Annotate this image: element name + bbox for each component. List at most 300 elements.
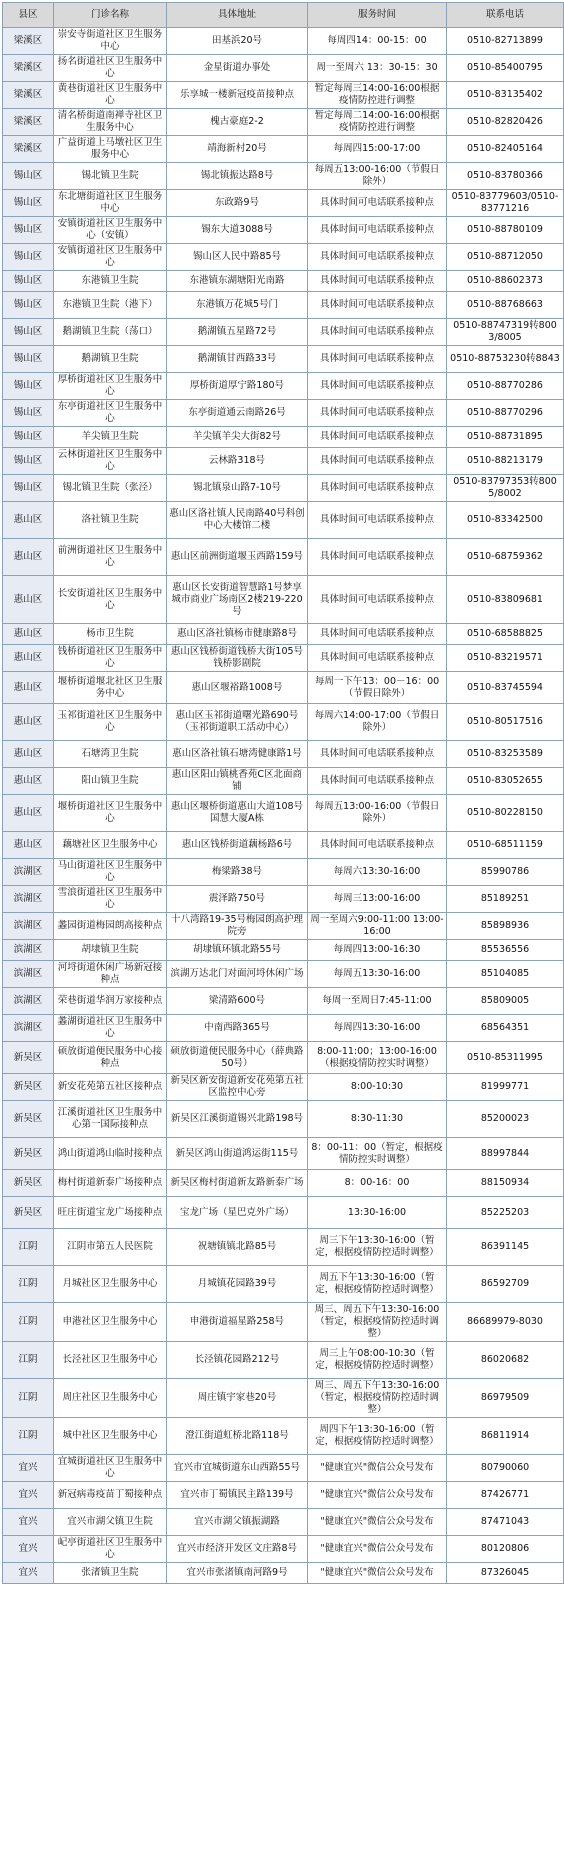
table-header — [3, 3, 564, 28]
cell-service-time: 13:30-16:00 — [308, 1197, 447, 1229]
table-row — [3, 1303, 564, 1342]
cell-clinic-name: 堰桥街道社区卫生服务中心 — [54, 795, 167, 832]
cell-clinic-name: 阳山镇卫生院 — [54, 768, 167, 795]
cell-clinic-name: 蠡园街道梅园朗高接种点 — [54, 913, 167, 940]
cell-district: 惠山区 — [3, 539, 54, 576]
cell-district: 锡山区 — [3, 475, 54, 502]
cell-phone: 0510-80228150 — [447, 795, 564, 832]
cell-clinic-name: 屺亭街道社区卫生服务中心 — [54, 1536, 167, 1563]
table-row — [3, 109, 564, 136]
cell-service-time: 周三、周五下午13:30-16:00（暂定，根据疫情防控适时调整） — [308, 1303, 447, 1342]
cell-service-time: 具体时间可电话联系接种点 — [308, 475, 447, 502]
cell-address: 惠山区洛社镇杨市健康路8号 — [167, 624, 308, 645]
cell-phone: 0510-83797353转8005/8002 — [447, 475, 564, 502]
cell-phone: 85898936 — [447, 913, 564, 940]
table-row — [3, 576, 564, 624]
cell-district: 滨湖区 — [3, 886, 54, 913]
cell-district: 新吴区 — [3, 1074, 54, 1101]
cell-address: 滨湖万达北门对面河埒休闲广场 — [167, 961, 308, 988]
cell-phone: 0510-88753230转8843 — [447, 346, 564, 373]
cell-clinic-name: 鹅湖镇卫生院 — [54, 346, 167, 373]
table-row — [3, 1509, 564, 1536]
cell-clinic-name: 荣巷街道华润万家接种点 — [54, 988, 167, 1015]
cell-service-time: 具体时间可电话联系接种点 — [308, 741, 447, 768]
cell-address: 宜兴市宜城街道东山西路55号 — [167, 1455, 308, 1482]
cell-district: 锡山区 — [3, 163, 54, 190]
cell-clinic-name: 长泾社区卫生服务中心 — [54, 1342, 167, 1379]
cell-phone: 85200023 — [447, 1101, 564, 1138]
cell-service-time: 具体时间可电话联系接种点 — [308, 427, 447, 448]
cell-phone: 86689979-8030 — [447, 1303, 564, 1342]
table-row — [3, 28, 564, 55]
cell-phone: 0510-82820426 — [447, 109, 564, 136]
cell-address: 惠山区玉祁街道曙光路690号（玉祁街道职工活动中心） — [167, 704, 308, 741]
cell-address: 梁清路600号 — [167, 988, 308, 1015]
cell-address: 东政路9号 — [167, 190, 308, 217]
cell-service-time: 周一至周六9:00-11:00 13:00-16:00 — [308, 913, 447, 940]
cell-district: 滨湖区 — [3, 913, 54, 940]
cell-district: 宜兴 — [3, 1563, 54, 1584]
cell-clinic-name: 长安街道社区卫生服务中心 — [54, 576, 167, 624]
cell-district: 宜兴 — [3, 1455, 54, 1482]
cell-address: 惠山区长安街道智慧路1号梦享城市商业广场南区2楼219-220号 — [167, 576, 308, 624]
cell-phone: 87426771 — [447, 1482, 564, 1509]
cell-service-time: 每周四13:30-16:00 — [308, 1015, 447, 1042]
cell-service-time: 周三下午13:30-16:00（暂定，根据疫情防控适时调整） — [308, 1229, 447, 1266]
cell-district: 滨湖区 — [3, 988, 54, 1015]
cell-service-time: 每周五13:00-16:00（节假日除外） — [308, 163, 447, 190]
table-row — [3, 704, 564, 741]
table-row — [3, 244, 564, 271]
cell-service-time: 具体时间可电话联系接种点 — [308, 645, 447, 672]
cell-address: 宜兴市经济开发区文庄路8号 — [167, 1536, 308, 1563]
cell-phone: 0510-88712050 — [447, 244, 564, 271]
table-row — [3, 859, 564, 886]
table-row — [3, 645, 564, 672]
cell-district: 滨湖区 — [3, 940, 54, 961]
table-row — [3, 940, 564, 961]
cell-clinic-name: 羊尖镇卫生院 — [54, 427, 167, 448]
cell-district: 锡山区 — [3, 217, 54, 244]
table-row — [3, 136, 564, 163]
cell-address: 澄江街道虹桥北路118号 — [167, 1418, 308, 1455]
cell-phone: 85990786 — [447, 859, 564, 886]
cell-address: 硕放街道便民服务中心（薛典路50号） — [167, 1042, 308, 1074]
cell-clinic-name: 安镇街道社区卫生服务中心（安镇） — [54, 217, 167, 244]
cell-district: 江阴 — [3, 1303, 54, 1342]
cell-clinic-name: 洛社镇卫生院 — [54, 502, 167, 539]
cell-clinic-name: 新冠病毒疫苗丁蜀接种点 — [54, 1482, 167, 1509]
cell-district: 锡山区 — [3, 346, 54, 373]
cell-address: 鹅湖镇甘西路33号 — [167, 346, 308, 373]
cell-clinic-name: 石塘湾卫生院 — [54, 741, 167, 768]
cell-phone: 85809005 — [447, 988, 564, 1015]
cell-phone: 85536556 — [447, 940, 564, 961]
cell-phone: 0510-88770286 — [447, 373, 564, 400]
cell-service-time: 具体时间可电话联系接种点 — [308, 271, 447, 292]
cell-clinic-name: 月城社区卫生服务中心 — [54, 1266, 167, 1303]
cell-address: 田基浜20号 — [167, 28, 308, 55]
cell-clinic-name: 宜城街道社区卫生服务中心 — [54, 1455, 167, 1482]
cell-clinic-name: 前洲街道社区卫生服务中心 — [54, 539, 167, 576]
table-row — [3, 913, 564, 940]
cell-phone: 0510-88780109 — [447, 217, 564, 244]
cell-phone: 0510-83745594 — [447, 672, 564, 704]
table-row — [3, 292, 564, 319]
table-row — [3, 886, 564, 913]
cell-phone: 0510-83342500 — [447, 502, 564, 539]
cell-service-time: 具体时间可电话联系接种点 — [308, 190, 447, 217]
cell-phone: 0510-88768663 — [447, 292, 564, 319]
cell-address: 金星街道办事处 — [167, 55, 308, 82]
cell-service-time: 周一至周六 13：30-15：30 — [308, 55, 447, 82]
table-row — [3, 1101, 564, 1138]
cell-clinic-name: 胡埭镇卫生院 — [54, 940, 167, 961]
cell-phone: 0510-88731895 — [447, 427, 564, 448]
cell-phone: 80790060 — [447, 1455, 564, 1482]
cell-address: 周庄镇宇家巷20号 — [167, 1379, 308, 1418]
cell-address: 东亭街道通云南路26号 — [167, 400, 308, 427]
cell-address: 新吴区鸿山街道鸿运街115号 — [167, 1138, 308, 1170]
cell-service-time: 周五下午13:30-16:00（暂定，根据疫情防控适时调整） — [308, 1266, 447, 1303]
cell-phone: 0510-83135402 — [447, 82, 564, 109]
cell-address: 云林路318号 — [167, 448, 308, 475]
cell-district: 江阴 — [3, 1266, 54, 1303]
cell-address: 宜兴市湖父镇振湖路 — [167, 1509, 308, 1536]
cell-service-time: 具体时间可电话联系接种点 — [308, 576, 447, 624]
table-row — [3, 373, 564, 400]
cell-service-time: 具体时间可电话联系接种点 — [308, 217, 447, 244]
table-row — [3, 346, 564, 373]
cell-address: 胡埭镇环镇北路55号 — [167, 940, 308, 961]
cell-clinic-name: 河埒街道休闲广场新冠接种点 — [54, 961, 167, 988]
cell-address: 惠山区洛社镇人民南路40号科创中心大楼馆二楼 — [167, 502, 308, 539]
table-row — [3, 400, 564, 427]
cell-phone: 86811914 — [447, 1418, 564, 1455]
table-row — [3, 1342, 564, 1379]
table-row — [3, 672, 564, 704]
cell-service-time: 周三上午08:00-10:30（暂定，根据疫情防控适时调整） — [308, 1342, 447, 1379]
header-clinic-name: 门诊名称 — [54, 3, 167, 28]
cell-clinic-name: 厚桥街道社区卫生服务中心 — [54, 373, 167, 400]
cell-district: 新吴区 — [3, 1197, 54, 1229]
table-row — [3, 217, 564, 244]
cell-clinic-name: 清名桥街道南禅寺社区卫生服务中心 — [54, 109, 167, 136]
cell-clinic-name: 蠡湖街道社区卫生服务中心 — [54, 1015, 167, 1042]
cell-phone: 0510-68759362 — [447, 539, 564, 576]
table-row — [3, 448, 564, 475]
table-row — [3, 768, 564, 795]
cell-service-time: 每周一下午13：00－16：00（节假日除外） — [308, 672, 447, 704]
cell-phone: 0510-82405164 — [447, 136, 564, 163]
cell-clinic-name: 梅村街道新泰广场接种点 — [54, 1170, 167, 1197]
cell-service-time: 具体时间可电话联系接种点 — [308, 292, 447, 319]
cell-clinic-name: 申港社区卫生服务中心 — [54, 1303, 167, 1342]
cell-service-time: 每周五13:00-16:00（节假日除外） — [308, 795, 447, 832]
cell-service-time: 8:00-10:30 — [308, 1074, 447, 1101]
cell-address: 惠山区前洲街道堰玉西路159号 — [167, 539, 308, 576]
cell-district: 惠山区 — [3, 672, 54, 704]
cell-service-time: 8:30-11:30 — [308, 1101, 447, 1138]
cell-district: 滨湖区 — [3, 859, 54, 886]
cell-district: 梁溪区 — [3, 109, 54, 136]
cell-phone: 87471043 — [447, 1509, 564, 1536]
cell-service-time: "健康宜兴"微信公众号发布 — [308, 1563, 447, 1584]
cell-phone: 0510-88602373 — [447, 271, 564, 292]
table-row — [3, 319, 564, 346]
cell-phone: 86979509 — [447, 1379, 564, 1418]
cell-service-time: 8:00-11:00；13:00-16:00（根据疫情防控实时调整） — [308, 1042, 447, 1074]
cell-address: 梅梁路38号 — [167, 859, 308, 886]
cell-phone: 0510-85400795 — [447, 55, 564, 82]
cell-address: 祝塘镇镇北路85号 — [167, 1229, 308, 1266]
cell-phone: 0510-88770296 — [447, 400, 564, 427]
cell-clinic-name: 旺庄街道宝龙广场接种点 — [54, 1197, 167, 1229]
cell-service-time: 每周三13:00-16:00 — [308, 886, 447, 913]
cell-district: 滨湖区 — [3, 1015, 54, 1042]
cell-phone: 85225203 — [447, 1197, 564, 1229]
header-district: 县区 — [3, 3, 54, 28]
cell-address: 惠山区钱桥街道钱桥大街105号钱桥影剧院 — [167, 645, 308, 672]
cell-phone: 86391145 — [447, 1229, 564, 1266]
cell-service-time: 每周四15:00-17:00 — [308, 136, 447, 163]
cell-clinic-name: 东亭街道社区卫生服务中心 — [54, 400, 167, 427]
cell-clinic-name: 东港镇卫生院 — [54, 271, 167, 292]
cell-service-time: 8：00-16：00 — [308, 1170, 447, 1197]
cell-service-time: "健康宜兴"微信公众号发布 — [308, 1536, 447, 1563]
cell-district: 锡山区 — [3, 448, 54, 475]
table-row — [3, 1563, 564, 1584]
cell-phone: 0510-68511159 — [447, 832, 564, 859]
cell-address: 惠山区堰裕路1008号 — [167, 672, 308, 704]
cell-phone: 0510-68588825 — [447, 624, 564, 645]
cell-phone: 86592709 — [447, 1266, 564, 1303]
cell-service-time: 暂定每周三14:00-16:00根据疫情防控进行调整 — [308, 82, 447, 109]
cell-address: 惠山区钱桥街道藕杨路6号 — [167, 832, 308, 859]
table-row — [3, 1074, 564, 1101]
table-row — [3, 1170, 564, 1197]
cell-service-time: "健康宜兴"微信公众号发布 — [308, 1455, 447, 1482]
cell-district: 锡山区 — [3, 271, 54, 292]
header-phone: 联系电话 — [447, 3, 564, 28]
cell-phone: 0510-83219571 — [447, 645, 564, 672]
cell-address: 惠山区洛社镇石塘湾健康路1号 — [167, 741, 308, 768]
cell-clinic-name: 崇安寺街道社区卫生服务中心 — [54, 28, 167, 55]
cell-district: 江阴 — [3, 1342, 54, 1379]
cell-phone: 0510-83809681 — [447, 576, 564, 624]
cell-service-time: 每周六14:00-17:00（节假日除外） — [308, 704, 447, 741]
cell-district: 惠山区 — [3, 624, 54, 645]
cell-phone: 86020682 — [447, 1342, 564, 1379]
cell-address: 锡山区人民中路85号 — [167, 244, 308, 271]
cell-district: 江阴 — [3, 1379, 54, 1418]
cell-address: 锡北镇振达路8号 — [167, 163, 308, 190]
cell-district: 江阴 — [3, 1418, 54, 1455]
table-row — [3, 988, 564, 1015]
cell-clinic-name: 广益街道上马墩社区卫生服务中心 — [54, 136, 167, 163]
cell-phone: 68564351 — [447, 1015, 564, 1042]
cell-service-time: "健康宜兴"微信公众号发布 — [308, 1482, 447, 1509]
cell-district: 锡山区 — [3, 319, 54, 346]
cell-clinic-name: 张渚镇卫生院 — [54, 1563, 167, 1584]
cell-clinic-name: 东北塘街道社区卫生服务中心 — [54, 190, 167, 217]
cell-service-time: "健康宜兴"微信公众号发布 — [308, 1509, 447, 1536]
cell-address: 宜兴市丁蜀镇民主路139号 — [167, 1482, 308, 1509]
cell-phone: 87326045 — [447, 1563, 564, 1584]
table-row — [3, 502, 564, 539]
cell-service-time: 每周六13:30-16:00 — [308, 859, 447, 886]
table-row — [3, 741, 564, 768]
vaccination-sites-table — [2, 2, 564, 1584]
cell-service-time: 具体时间可电话联系接种点 — [308, 832, 447, 859]
cell-district: 梁溪区 — [3, 55, 54, 82]
cell-phone: 0510-83253589 — [447, 741, 564, 768]
cell-address: 宝龙广场（星巴克外广场） — [167, 1197, 308, 1229]
cell-phone: 88150934 — [447, 1170, 564, 1197]
cell-clinic-name: 钱桥街道社区卫生服务中心 — [54, 645, 167, 672]
cell-address: 月城镇花园路39号 — [167, 1266, 308, 1303]
table-row — [3, 427, 564, 448]
cell-clinic-name: 硕放街道便民服务中心接种点 — [54, 1042, 167, 1074]
cell-service-time: 具体时间可电话联系接种点 — [308, 624, 447, 645]
table-row — [3, 1229, 564, 1266]
cell-service-time: 8：00-11：00（暂定，根据疫情防控实时调整） — [308, 1138, 447, 1170]
cell-clinic-name: 玉祁街道社区卫生服务中心 — [54, 704, 167, 741]
cell-address: 新吴区江溪街道锡兴北路198号 — [167, 1101, 308, 1138]
cell-district: 宜兴 — [3, 1482, 54, 1509]
cell-district: 宜兴 — [3, 1509, 54, 1536]
cell-service-time: 暂定每周二14:00-16:00根据疫情防控进行调整 — [308, 109, 447, 136]
cell-address: 宜兴市张渚镇南河路9号 — [167, 1563, 308, 1584]
cell-clinic-name: 藕塘社区卫生服务中心 — [54, 832, 167, 859]
cell-address: 乐享城一楼新冠疫苗接种点 — [167, 82, 308, 109]
table-row — [3, 190, 564, 217]
cell-district: 新吴区 — [3, 1042, 54, 1074]
cell-address: 惠山区堰桥街道惠山大道108号国慧大厦A栋 — [167, 795, 308, 832]
cell-address: 东港镇万花城5号门 — [167, 292, 308, 319]
cell-district: 惠山区 — [3, 502, 54, 539]
cell-clinic-name: 扬名街道社区卫生服务中心 — [54, 55, 167, 82]
cell-clinic-name: 鹅湖镇卫生院（荡口） — [54, 319, 167, 346]
table-row — [3, 1042, 564, 1074]
cell-clinic-name: 周庄社区卫生服务中心 — [54, 1379, 167, 1418]
cell-district: 江阴 — [3, 1229, 54, 1266]
cell-district: 锡山区 — [3, 400, 54, 427]
cell-address: 鹅湖镇五星路72号 — [167, 319, 308, 346]
cell-clinic-name: 安镇街道社区卫生服务中心 — [54, 244, 167, 271]
header-service-time: 服务时间 — [308, 3, 447, 28]
cell-address: 槐古豪庭2-2 — [167, 109, 308, 136]
cell-clinic-name: 新安花苑第五社区接种点 — [54, 1074, 167, 1101]
header-row — [3, 3, 564, 28]
cell-service-time: 具体时间可电话联系接种点 — [308, 373, 447, 400]
cell-service-time: 具体时间可电话联系接种点 — [308, 448, 447, 475]
cell-district: 惠山区 — [3, 795, 54, 832]
cell-phone: 0510-83780366 — [447, 163, 564, 190]
cell-district: 宜兴 — [3, 1536, 54, 1563]
cell-clinic-name: 鸿山街道鸿山临时接种点 — [54, 1138, 167, 1170]
cell-clinic-name: 堰桥街道堰北社区卫生服务中心 — [54, 672, 167, 704]
cell-phone: 0510-88213179 — [447, 448, 564, 475]
cell-phone: 0510-83779603/0510-83771216 — [447, 190, 564, 217]
cell-clinic-name: 雪浪街道社区卫生服务中心 — [54, 886, 167, 913]
table-row — [3, 624, 564, 645]
table-row — [3, 1482, 564, 1509]
cell-phone: 85104085 — [447, 961, 564, 988]
cell-district: 锡山区 — [3, 373, 54, 400]
table-row — [3, 271, 564, 292]
cell-district: 惠山区 — [3, 741, 54, 768]
table-row — [3, 961, 564, 988]
cell-district: 惠山区 — [3, 576, 54, 624]
cell-service-time: 具体时间可电话联系接种点 — [308, 244, 447, 271]
cell-address: 锡东大道3088号 — [167, 217, 308, 244]
table-row — [3, 475, 564, 502]
cell-clinic-name: 马山街道社区卫生服务中心 — [54, 859, 167, 886]
cell-service-time: 每周五13:30-16:00 — [308, 961, 447, 988]
cell-clinic-name: 城中社区卫生服务中心 — [54, 1418, 167, 1455]
cell-district: 锡山区 — [3, 292, 54, 319]
table-row — [3, 1455, 564, 1482]
cell-service-time: 周四下午13:30-16:00（暂定，根据疫情防控适时调整） — [308, 1418, 447, 1455]
cell-district: 惠山区 — [3, 704, 54, 741]
cell-service-time: 每周四13:00-16:30 — [308, 940, 447, 961]
cell-clinic-name: 江阴市第五人民医院 — [54, 1229, 167, 1266]
cell-address: 震泽路750号 — [167, 886, 308, 913]
table-row — [3, 1015, 564, 1042]
table-row — [3, 1418, 564, 1455]
cell-address: 锡北镇泉山路7-10号 — [167, 475, 308, 502]
cell-address: 十八湾路19-35号梅园朗高护理院旁 — [167, 913, 308, 940]
cell-address: 羊尖镇羊尖大街82号 — [167, 427, 308, 448]
cell-phone: 0510-80517516 — [447, 704, 564, 741]
cell-service-time: 具体时间可电话联系接种点 — [308, 346, 447, 373]
cell-clinic-name: 宜兴市湖父镇卫生院 — [54, 1509, 167, 1536]
cell-clinic-name: 云林街道社区卫生服务中心 — [54, 448, 167, 475]
table-row — [3, 82, 564, 109]
cell-address: 新吴区新安街道新安花苑第五社区监控中心旁 — [167, 1074, 308, 1101]
cell-district: 新吴区 — [3, 1138, 54, 1170]
cell-phone: 85189251 — [447, 886, 564, 913]
table-row — [3, 163, 564, 190]
cell-service-time: 具体时间可电话联系接种点 — [308, 539, 447, 576]
header-address: 具体地址 — [167, 3, 308, 28]
cell-district: 锡山区 — [3, 190, 54, 217]
cell-clinic-name: 黄巷街道社区卫生服务中心 — [54, 82, 167, 109]
cell-district: 梁溪区 — [3, 82, 54, 109]
table-row — [3, 1138, 564, 1170]
cell-clinic-name: 锡北镇卫生院 — [54, 163, 167, 190]
table-row — [3, 1536, 564, 1563]
table-row — [3, 55, 564, 82]
cell-service-time: 具体时间可电话联系接种点 — [308, 319, 447, 346]
cell-service-time: 具体时间可电话联系接种点 — [308, 400, 447, 427]
cell-district: 滨湖区 — [3, 961, 54, 988]
cell-phone: 0510-85311995 — [447, 1042, 564, 1074]
cell-district: 新吴区 — [3, 1101, 54, 1138]
table-row — [3, 795, 564, 832]
cell-service-time: 每周四14：00-15：00 — [308, 28, 447, 55]
table-row — [3, 1379, 564, 1418]
cell-district: 梁溪区 — [3, 136, 54, 163]
cell-address: 东港镇东湖塘阳光南路 — [167, 271, 308, 292]
cell-clinic-name: 杨市卫生院 — [54, 624, 167, 645]
cell-address: 长泾镇花园路212号 — [167, 1342, 308, 1379]
cell-address: 申港街道福星路258号 — [167, 1303, 308, 1342]
table-row — [3, 1266, 564, 1303]
cell-district: 新吴区 — [3, 1170, 54, 1197]
cell-phone: 81999771 — [447, 1074, 564, 1101]
